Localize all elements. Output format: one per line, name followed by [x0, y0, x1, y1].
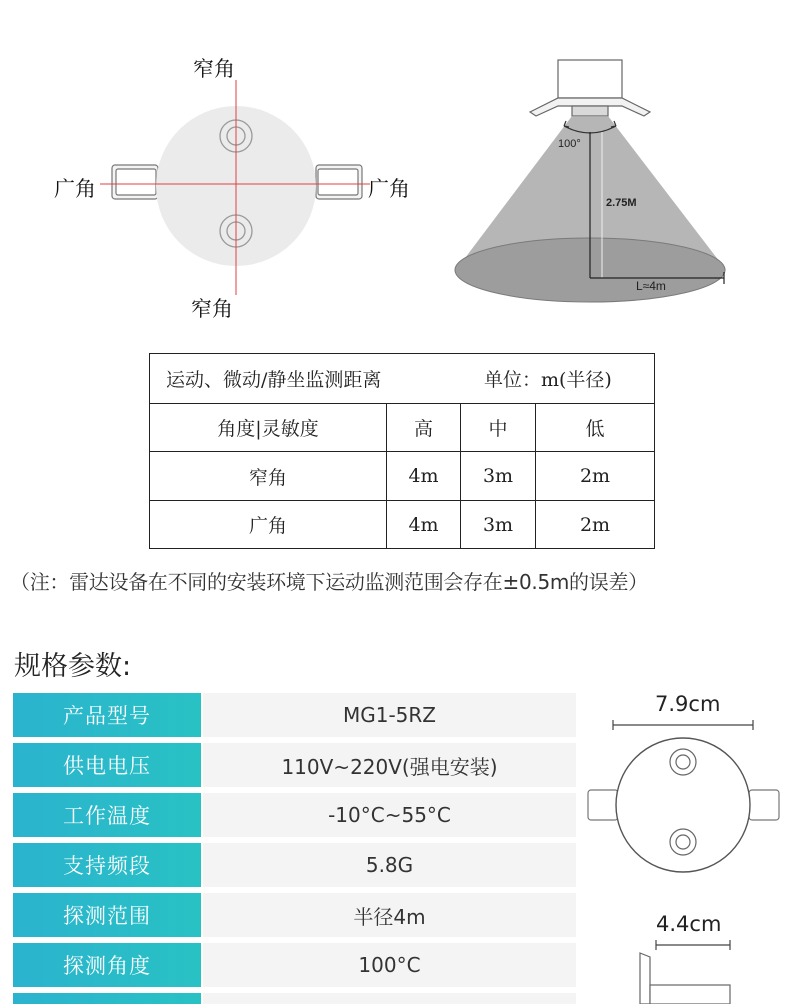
spec-row — [13, 693, 576, 737]
label-wide-left: 广角 — [54, 177, 96, 201]
table-row-label: 广角 — [248, 515, 287, 537]
angle-label: 100° — [558, 138, 581, 150]
spec-value — [203, 993, 576, 1004]
spec-value: 100°C — [203, 943, 576, 987]
cone-svg — [440, 50, 740, 310]
label-narrow-top: 窄角 — [193, 57, 235, 81]
ceiling-device — [530, 60, 650, 116]
label-wide-right: 广角 — [368, 177, 410, 201]
table-row — [150, 500, 654, 548]
table-row-label: 窄角 — [248, 466, 287, 489]
specs-title: 规格参数: — [14, 651, 132, 682]
table-cell: 4m — [386, 501, 460, 548]
table-header-cell: 角度|灵敏度 — [217, 418, 319, 440]
spec-key: 工作温度 — [13, 793, 201, 837]
spec-value: 半径4m — [203, 893, 576, 937]
spec-row-partial — [13, 993, 576, 1004]
spec-value: 110V~220V(强电安装) — [203, 743, 576, 787]
table-unit: 单位：m(半径) — [484, 369, 612, 391]
spec-value: MG1-5RZ — [203, 693, 576, 737]
spec-row — [13, 793, 576, 837]
detection-distance-table — [149, 353, 655, 549]
detection-cone-diagram — [440, 50, 740, 310]
spec-value: 5.8G — [203, 843, 576, 887]
spec-key: 探测角度 — [13, 943, 201, 987]
table-header-cell: 低 — [535, 404, 654, 451]
height-dim-label: 4.4cm — [656, 912, 722, 936]
dimension-top-view — [585, 690, 785, 890]
spec-row — [13, 943, 576, 987]
height-label: 2.75M — [606, 197, 637, 209]
spec-key: 支持频段 — [13, 843, 201, 887]
spec-key: 产品型号 — [13, 693, 201, 737]
table-header-cell: 高 — [386, 404, 460, 451]
table-cell: 3m — [460, 452, 535, 500]
left-mount-bracket — [112, 165, 158, 199]
right-mount-bracket — [316, 165, 362, 199]
table-cell: 2m — [535, 452, 654, 500]
radius-label: L≈4m — [636, 279, 666, 293]
spec-key: 探测范围 — [13, 893, 201, 937]
table-header-row — [150, 403, 654, 451]
top-view-svg — [40, 40, 420, 330]
table-header-cell: 中 — [460, 404, 535, 451]
dimension-top-svg — [585, 690, 785, 890]
spec-row — [13, 843, 576, 887]
error-note: （注：雷达设备在不同的安装环境下运动监测范围会存在±0.5m的误差） — [10, 570, 648, 594]
spec-key — [13, 993, 201, 1004]
table-cell: 2m — [535, 501, 654, 548]
label-narrow-bottom: 窄角 — [191, 297, 233, 321]
spec-row — [13, 743, 576, 787]
table-cell: 3m — [460, 501, 535, 548]
diameter-label: 7.9cm — [655, 692, 721, 716]
table-title-row — [150, 354, 654, 403]
top-view-diagram — [40, 40, 420, 330]
table-title: 运动、微动/静坐监测距离 — [166, 369, 382, 391]
table-row — [150, 451, 654, 500]
spec-key: 供电电压 — [13, 743, 201, 787]
spec-value: -10°C~55°C — [203, 793, 576, 837]
table-cell: 4m — [386, 452, 460, 500]
spec-row — [13, 893, 576, 937]
